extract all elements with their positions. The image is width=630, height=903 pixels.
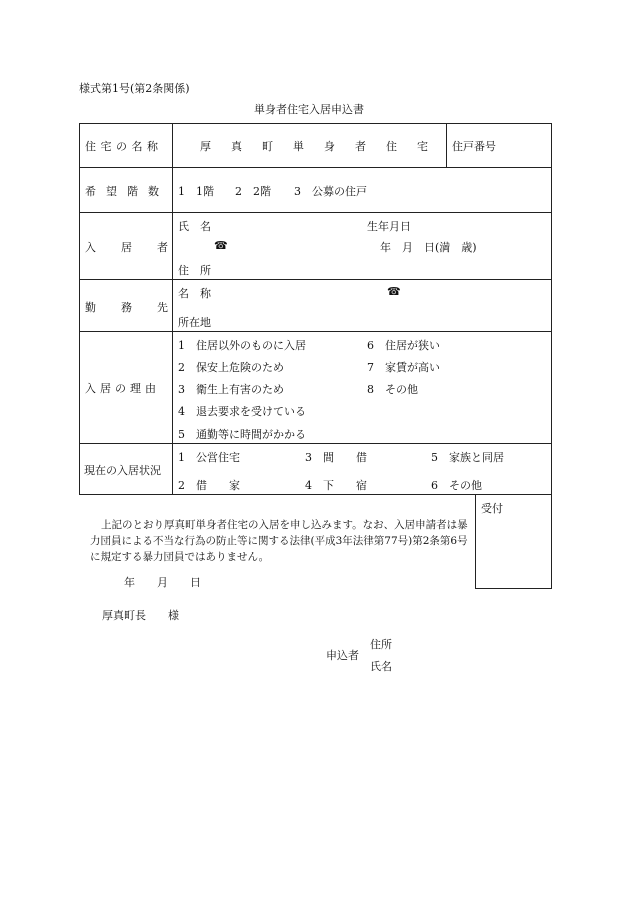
reason-item: 1 住居以外のものに入居 <box>178 339 306 352</box>
reason-item: 3 衛生上有害のため <box>178 383 284 396</box>
housing-name-label <box>85 138 166 154</box>
unit-number-label: 住戸番号 <box>452 140 496 153</box>
workplace-location-label: 所在地 <box>178 316 211 329</box>
status-item: 5 家族と同居 <box>431 451 504 464</box>
reason-item: 6 住居が狭い <box>367 339 440 352</box>
housing-name-value: 厚真町単身者住宅 <box>200 140 448 153</box>
floor-option-1: 1 1階 <box>178 185 214 198</box>
applicant-label: 申込者 <box>326 649 359 662</box>
applicant-name-label: 氏名 <box>370 660 392 673</box>
current-status-label: 現在の入居状況 <box>84 464 161 477</box>
reason-item: 5 通勤等に時間がかかる <box>178 428 306 441</box>
reason-item: 2 保安上危険のため <box>178 361 284 374</box>
reason-label: 入居の理由 <box>85 382 160 395</box>
page-title: 単身者住宅入居申込書 <box>254 103 364 116</box>
addressee: 厚真町長 様 <box>102 609 179 622</box>
form-number: 様式第1号(第2条関係) <box>79 82 190 95</box>
floor-option-2: 2 2階 <box>235 185 271 198</box>
applicant-address-label: 住所 <box>370 638 392 651</box>
status-item: 4 下 宿 <box>305 479 367 492</box>
status-item: 6 その他 <box>431 479 482 492</box>
floor-option-3: 3 公募の住戸 <box>294 185 367 198</box>
workplace-name-label: 名 称 <box>178 287 211 300</box>
status-item: 1 公営住宅 <box>178 451 240 464</box>
resident-address-label: 住 所 <box>178 264 211 277</box>
date-line: 年 月 日 <box>124 576 201 589</box>
workplace-label: 勤務先 <box>85 301 193 314</box>
resident-name-label: 氏 名 <box>178 220 211 233</box>
status-item: 3 間 借 <box>305 451 367 464</box>
phone-icon: ☎ <box>214 239 228 252</box>
reason-item: 7 家賃が高い <box>367 361 440 374</box>
reason-item: 4 退去要求を受けている <box>178 405 306 418</box>
floor-label: 希望階数 <box>85 185 169 198</box>
status-item: 2 借 家 <box>178 479 240 492</box>
receipt-label: 受付 <box>481 502 503 515</box>
resident-label: 入居者 <box>85 241 193 254</box>
statement-text: 上記のとおり厚真町単身者住宅の入居を申し込みます。なお、入居申請者は暴力団員による不当な行為の防止等に関する法律(平成3年法律第77号)第2条第6号に規定する暴力団員ではありません。 <box>90 519 468 563</box>
phone-icon: ☎ <box>387 285 401 298</box>
birth-date-format: 年 月 日(満 歳) <box>380 241 477 254</box>
birth-date-label: 生年月日 <box>367 220 411 233</box>
housing-name-label-text: 住宅の名称 <box>85 140 163 153</box>
reason-item: 8 その他 <box>367 383 418 396</box>
